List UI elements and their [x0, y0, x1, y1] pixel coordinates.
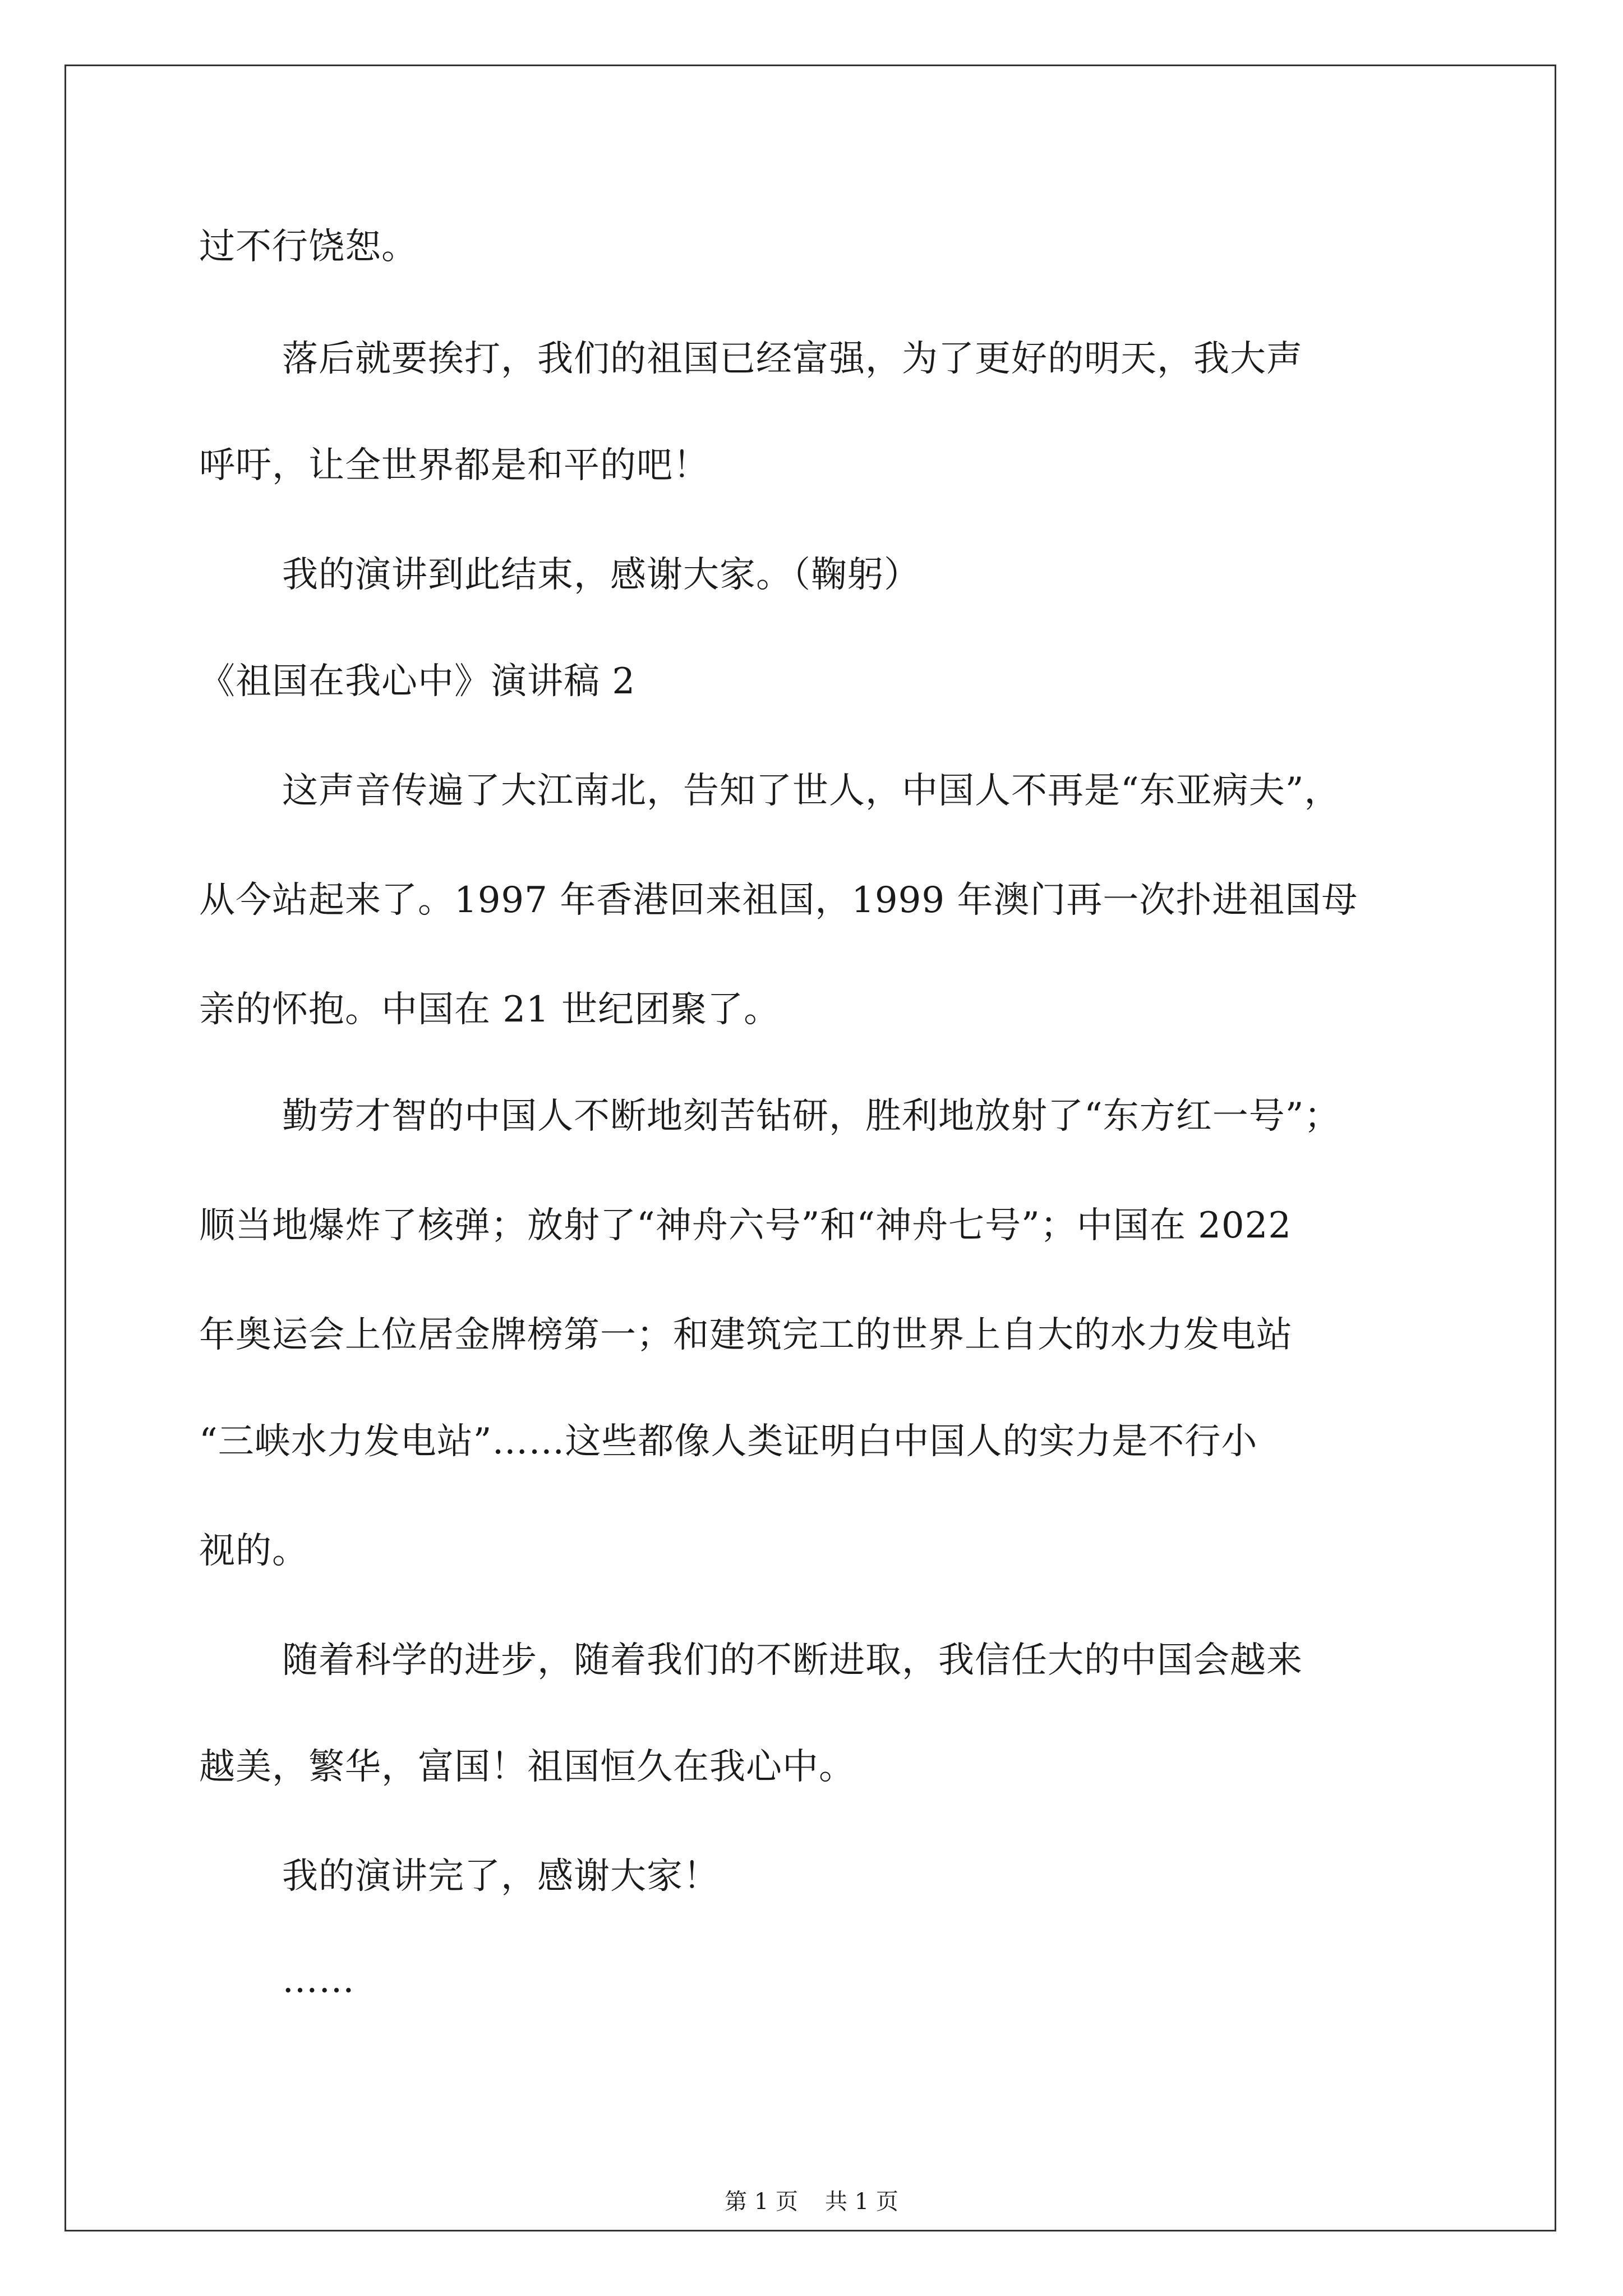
text-line: 年奥运会上位居金牌榜第一；和建筑完工的世界上自大的水力发电站: [199, 1314, 1293, 1356]
text-line: 过不行饶恕。: [199, 226, 418, 268]
text-line: 从今站起来了。1997 年香港回来祖国，1999 年澳门再一次扑进祖国母: [199, 880, 1358, 921]
paragraph-line: 落后就要挨打，我们的祖国已经富强，为了更好的明天，我大声: [282, 338, 1303, 380]
text-line: 视的。: [199, 1530, 308, 1572]
section-title: 《祖国在我心中》演讲稿 2: [199, 661, 636, 702]
text-line: 顺当地爆炸了核弹；放射了“神舟六号”和“神舟七号”；中国在 2022: [199, 1205, 1292, 1246]
page-number-current: 第 1 页: [725, 2189, 798, 2215]
paragraph-line: 这声音传遍了大江南北，告知了世人，中国人不再是“东亚病夫”，: [282, 770, 1341, 812]
paragraph-line: 我的演讲到此结束，感谢大家。（鞠躬）: [282, 554, 920, 596]
ellipsis-line: ……: [282, 1959, 355, 2001]
text-line: 越美，繁华，富国！祖国恒久在我心中。: [199, 1746, 855, 1788]
page-number-total: 共 1 页: [825, 2189, 898, 2215]
text-line: 呼吁，让全世界都是和平的吧！: [199, 445, 709, 486]
text-line: 亲的怀抱。中国在 21 世纪团聚了。: [199, 989, 781, 1030]
paragraph-line: 我的演讲完了，感谢大家！: [282, 1856, 720, 1897]
document-body: [199, 0, 1467, 2296]
paragraph-line: 随着科学的进步，随着我们的不断进取，我信任大的中国会越来: [282, 1640, 1303, 1681]
page-footer: [0, 2188, 1623, 2216]
text-line: “三峡水力发电站”……这些都像人类证明白中国人的实力是不行小: [199, 1421, 1258, 1462]
paragraph-line: 勤劳才智的中国人不断地刻苦钻研，胜利地放射了“东方红一号”；: [282, 1096, 1341, 1137]
